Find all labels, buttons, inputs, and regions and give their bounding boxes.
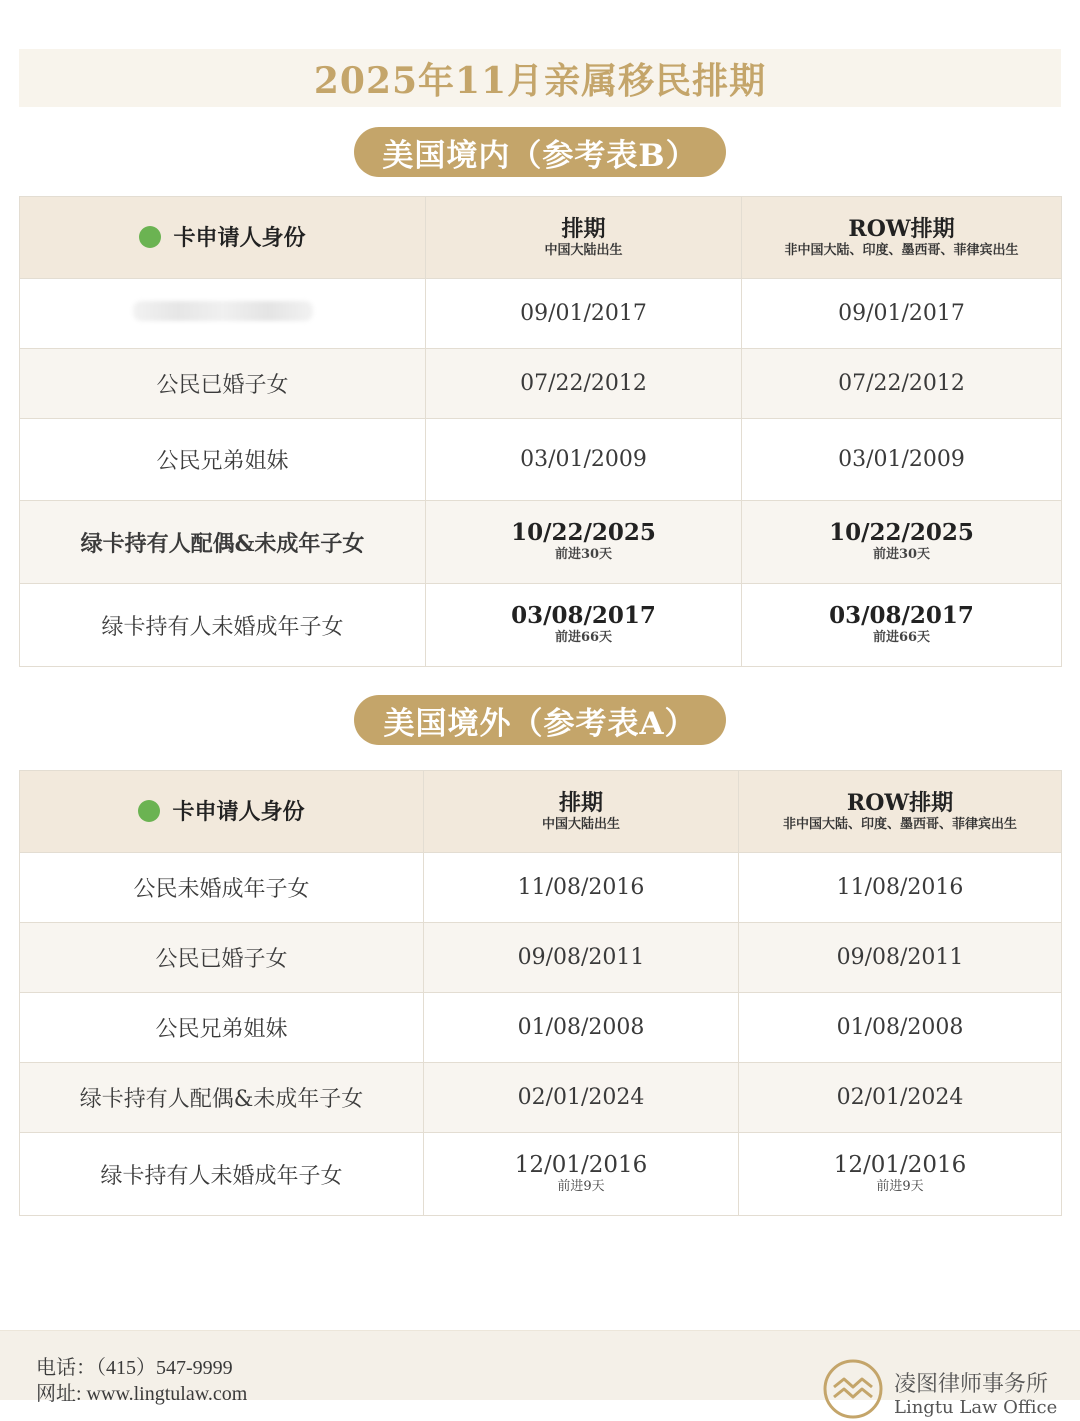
row-label: 公民已婚子女 xyxy=(20,923,424,993)
row-label: 公民已婚子女 xyxy=(20,349,426,419)
date-row: 07/22/2012 xyxy=(742,349,1062,419)
header-applicant-label: 卡申请人身份 xyxy=(172,799,305,826)
table-header-row xyxy=(20,197,1062,279)
row-label: 绿卡持有人未婚成年子女 xyxy=(20,584,426,667)
advance-note: 前进9天 xyxy=(876,1179,924,1194)
table-row xyxy=(20,1063,1062,1133)
date-row: 02/01/2024 xyxy=(739,1063,1062,1133)
header-priority-cn xyxy=(424,771,739,853)
header-row-label: ROW排期 xyxy=(846,789,954,816)
row-label: 绿卡持有人配偶&未成年子女 xyxy=(20,1063,424,1133)
row-label: 公民未婚成年子女 xyxy=(20,853,424,923)
date-row-cell xyxy=(742,501,1062,584)
date-row: 11/08/2016 xyxy=(739,853,1062,923)
date-cn: 03/08/2017 xyxy=(511,602,656,629)
date-cn: 03/01/2009 xyxy=(426,419,742,501)
row-label: 绿卡持有人未婚成年子女 xyxy=(20,1133,424,1216)
header-priority-row xyxy=(742,197,1062,279)
footer xyxy=(0,1330,1080,1418)
date-row-cell xyxy=(742,584,1062,667)
row-label: 公民兄弟姐妹 xyxy=(20,993,424,1063)
section-pill-label: 美国境外（参考表A） xyxy=(383,705,697,742)
date-row: 09/01/2017 xyxy=(742,279,1062,349)
footer-phone: 电话：（415）547-9999 xyxy=(36,1357,233,1379)
header-applicant xyxy=(20,771,424,853)
advance-note: 前进66天 xyxy=(554,630,613,645)
firm-name: 凌图律师事务所 xyxy=(894,1372,1049,1397)
section-pill-overseas xyxy=(354,695,726,745)
date-cn: 09/01/2017 xyxy=(426,279,742,349)
firm-logo-icon xyxy=(822,1357,886,1421)
date-row: 12/01/2016 xyxy=(833,1152,967,1178)
table-row xyxy=(20,993,1062,1063)
table-row xyxy=(20,923,1062,993)
section-pill-label: 美国境内（参考表B） xyxy=(382,137,698,174)
date-cn-cell xyxy=(424,1133,739,1216)
table-row xyxy=(20,501,1062,584)
table-row xyxy=(20,853,1062,923)
table-header-row xyxy=(20,771,1062,853)
green-dot-icon xyxy=(138,800,160,822)
advance-note: 前进30天 xyxy=(872,547,931,562)
header-priority-cn xyxy=(426,197,742,279)
section-pill-domestic xyxy=(354,127,726,177)
advance-note: 前进30天 xyxy=(554,547,613,562)
header-applicant xyxy=(20,197,426,279)
table-row xyxy=(20,584,1062,667)
header-priority-sub: 中国大陆出生 xyxy=(541,816,620,832)
date-cn-cell xyxy=(426,501,742,584)
row-label-blurred xyxy=(20,279,426,349)
firm-name-en: Lingtu Law Office xyxy=(894,1397,1058,1418)
priority-table-domestic xyxy=(19,196,1062,667)
footer-website[interactable]: 网址: www.lingtulaw.com xyxy=(36,1383,248,1405)
date-row: 10/22/2025 xyxy=(829,519,974,546)
advance-note: 前进66天 xyxy=(872,630,931,645)
header-row-label: ROW排期 xyxy=(848,215,955,242)
advance-note: 前进9天 xyxy=(557,1179,605,1194)
header-row-sub: 非中国大陆、印度、墨西哥、菲律宾出生 xyxy=(782,816,1017,832)
date-cn-cell xyxy=(426,584,742,667)
date-cn: 02/01/2024 xyxy=(424,1063,739,1133)
header-priority-row xyxy=(739,771,1062,853)
header-priority-label: 排期 xyxy=(558,789,603,816)
page-title: 2025年11月亲属移民排期 xyxy=(313,59,767,102)
date-cn: 12/01/2016 xyxy=(514,1152,648,1178)
priority-table-overseas xyxy=(19,770,1062,1216)
row-label: 绿卡持有人配偶&未成年子女 xyxy=(20,501,426,584)
date-cn: 01/08/2008 xyxy=(424,993,739,1063)
table-row xyxy=(20,279,1062,349)
row-label: 公民兄弟姐妹 xyxy=(20,419,426,501)
date-row: 01/08/2008 xyxy=(739,993,1062,1063)
table-row xyxy=(20,1133,1062,1216)
date-cn: 07/22/2012 xyxy=(426,349,742,419)
firm-logo xyxy=(822,1357,1062,1418)
table-row xyxy=(20,349,1062,419)
blurred-text xyxy=(133,301,313,321)
header-priority-sub: 中国大陆出生 xyxy=(544,242,623,258)
date-cn: 11/08/2016 xyxy=(424,853,739,923)
title-band xyxy=(19,49,1061,107)
header-priority-label: 排期 xyxy=(561,215,606,242)
table-row xyxy=(20,419,1062,501)
date-row: 03/01/2009 xyxy=(742,419,1062,501)
header-row-sub: 非中国大陆、印度、墨西哥、菲律宾出生 xyxy=(784,242,1019,258)
date-row: 03/08/2017 xyxy=(829,602,974,629)
date-row: 09/08/2011 xyxy=(739,923,1062,993)
date-row-cell xyxy=(739,1133,1062,1216)
date-cn: 10/22/2025 xyxy=(511,519,656,546)
date-cn: 09/08/2011 xyxy=(424,923,739,993)
green-dot-icon xyxy=(139,226,161,248)
header-applicant-label: 卡申请人身份 xyxy=(173,225,306,252)
